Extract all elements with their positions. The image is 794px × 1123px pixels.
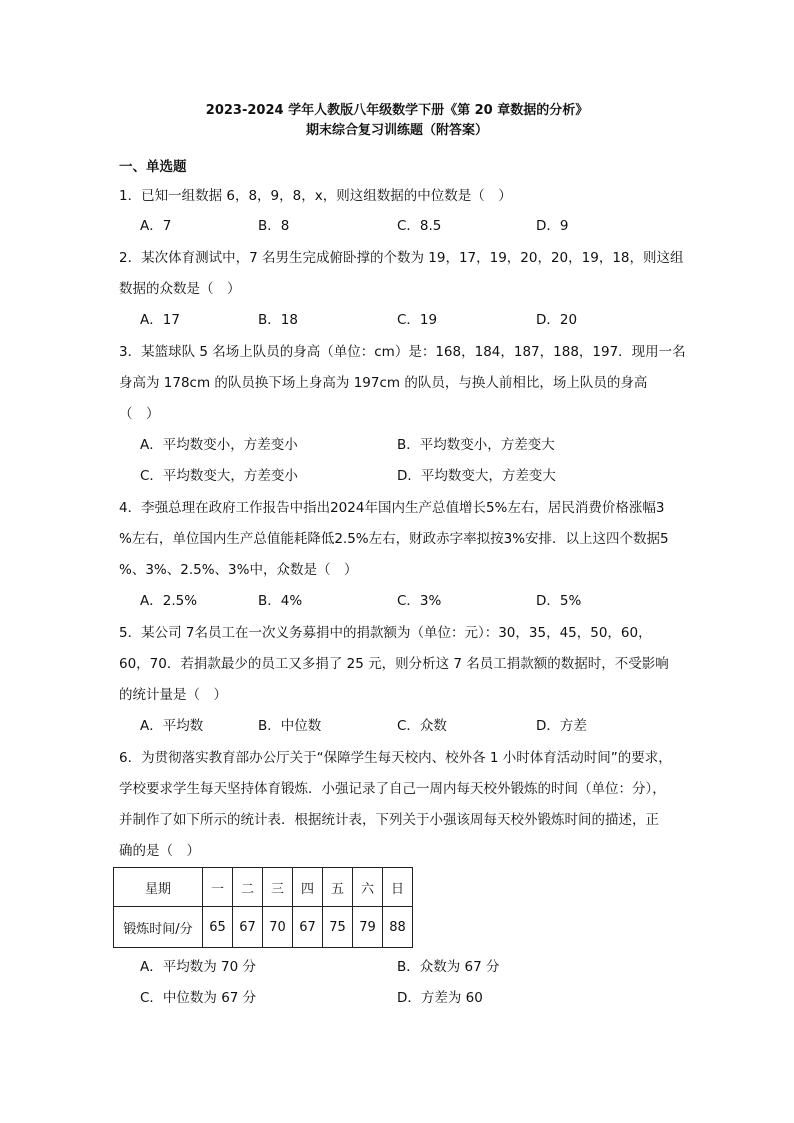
question-2-option-d: D．20: [536, 312, 578, 328]
table-value-cell: 79: [353, 907, 383, 948]
section-heading: 一、单选题: [119, 159, 187, 175]
question-1-option-b: B．8: [258, 218, 290, 234]
question-5-stem-line3: 的统计量是（ ）: [119, 687, 227, 703]
question-6-stem-line4: 确的是（ ）: [119, 843, 200, 859]
question-2-option-c: C．19: [397, 312, 438, 328]
table-day-cell: 一: [203, 868, 233, 907]
question-1-stem: 1．已知一组数据 6，8，9，8，x，则这组数据的中位数是（ ）: [119, 188, 512, 204]
question-5-option-c: C．众数: [397, 718, 447, 734]
question-3-option-c: C．平均数变大，方差变小: [140, 468, 298, 484]
question-2-stem-line2: 数据的众数是（ ）: [119, 281, 241, 297]
table-day-cell: 三: [263, 868, 293, 907]
question-5-option-a: A．平均数: [140, 718, 204, 734]
question-5-stem-line1: 5．某公司 7名员工在一次义务募捐中的捐款额为（单位：元）：30，35，45，50，60，: [119, 625, 652, 641]
question-3-option-d: D．平均数变大，方差变大: [397, 468, 556, 484]
question-6-stem-line3: 并制作了如下所示的统计表．根据统计表，下列关于小强该周每天校外锻炼时间的描述，正: [119, 812, 659, 828]
question-6-option-b: B．众数为 67 分: [397, 959, 500, 975]
document-title: 2023-2024 学年人教版八年级数学下册《第 20 章数据的分析》: [205, 103, 589, 118]
table-value-cell: 70: [263, 907, 293, 948]
table-value-cell: 88: [383, 907, 413, 948]
question-4-stem-line3: %、3%、2.5%、3%中，众数是（ ）: [119, 562, 358, 578]
question-3-option-a: A．平均数变小，方差变小: [140, 437, 298, 453]
question-5-stem-line2: 60，70．若捐款最少的员工又多捐了 25 元，则分析这 7 名员工捐款额的数据时，不受影响: [119, 656, 669, 672]
table-value-cell: 65: [203, 907, 233, 948]
question-4-option-b: B．4%: [258, 593, 303, 609]
question-5-option-b: B．中位数: [258, 718, 322, 734]
table-day-cell: 日: [383, 868, 413, 907]
question-4-stem-line1: 4．李强总理在政府工作报告中指出2024年国内生产总值增长5%左右，居民消费价格涨幅3: [119, 500, 665, 516]
question-6-option-a: A．平均数为 70 分: [140, 959, 256, 975]
question-2-option-b: B．18: [258, 312, 298, 328]
question-4-stem-line2: %左右，单位国内生产总值能耗降低2.5%左右，财政赤字率拟按3%安排．以上这四个数据5: [119, 531, 669, 547]
question-3-option-b: B．平均数变小，方差变大: [397, 437, 555, 453]
table-row-minutes: [114, 907, 413, 948]
question-6-stem-line2: 学校要求学生每天坚持体育锻炼．小强记录了自己一周内每天校外锻炼的时间（单位：分），: [119, 781, 666, 797]
question-1-option-a: A．7: [140, 218, 172, 234]
table-value-cell: 75: [323, 907, 353, 948]
question-6-option-c: C．中位数为 67 分: [140, 990, 257, 1006]
table-day-cell: 四: [293, 868, 323, 907]
question-1-option-d: D．9: [536, 218, 569, 234]
question-5-option-d: D．方差: [536, 718, 587, 734]
question-4-option-a: A．2.5%: [140, 593, 198, 609]
question-6-stem-line1: 6．为贯彻落实教育部办公厅关于“保障学生每天校内、校外各 1 小时体育活动时间”的要求，: [119, 750, 672, 766]
question-1-option-c: C．8.5: [397, 218, 442, 234]
table-value-cell: 67: [233, 907, 263, 948]
table-day-cell: 五: [323, 868, 353, 907]
question-2-option-a: A．17: [140, 312, 180, 328]
exercise-time-table: [113, 867, 413, 948]
question-2-stem-line1: 2．某次体育测试中，7 名男生完成俯卧撑的个数为 19，17，19，20，20，19，18，则这组: [119, 250, 684, 266]
question-4-option-d: D．5%: [536, 593, 582, 609]
question-3-stem-line3: （ ）: [119, 406, 160, 422]
question-3-stem-line1: 3．某篮球队 5 名场上队员的身高（单位：cm）是：168，184，187，188，197．现用一名: [119, 344, 686, 360]
document-subtitle: 期末综合复习训练题（附答案）: [305, 123, 488, 138]
table-header-weekday: 星期: [114, 868, 203, 907]
table-row-days: [114, 868, 413, 907]
table-header-minutes: 锻炼时间/分: [114, 907, 203, 948]
table-value-cell: 67: [293, 907, 323, 948]
table-day-cell: 二: [233, 868, 263, 907]
question-3-stem-line2: 身高为 178cm 的队员换下场上身高为 197cm 的队员，与换人前相比，场上队员的身高: [119, 375, 648, 391]
question-4-option-c: C．3%: [397, 593, 442, 609]
table-day-cell: 六: [353, 868, 383, 907]
question-6-option-d: D．方差为 60: [397, 990, 483, 1006]
